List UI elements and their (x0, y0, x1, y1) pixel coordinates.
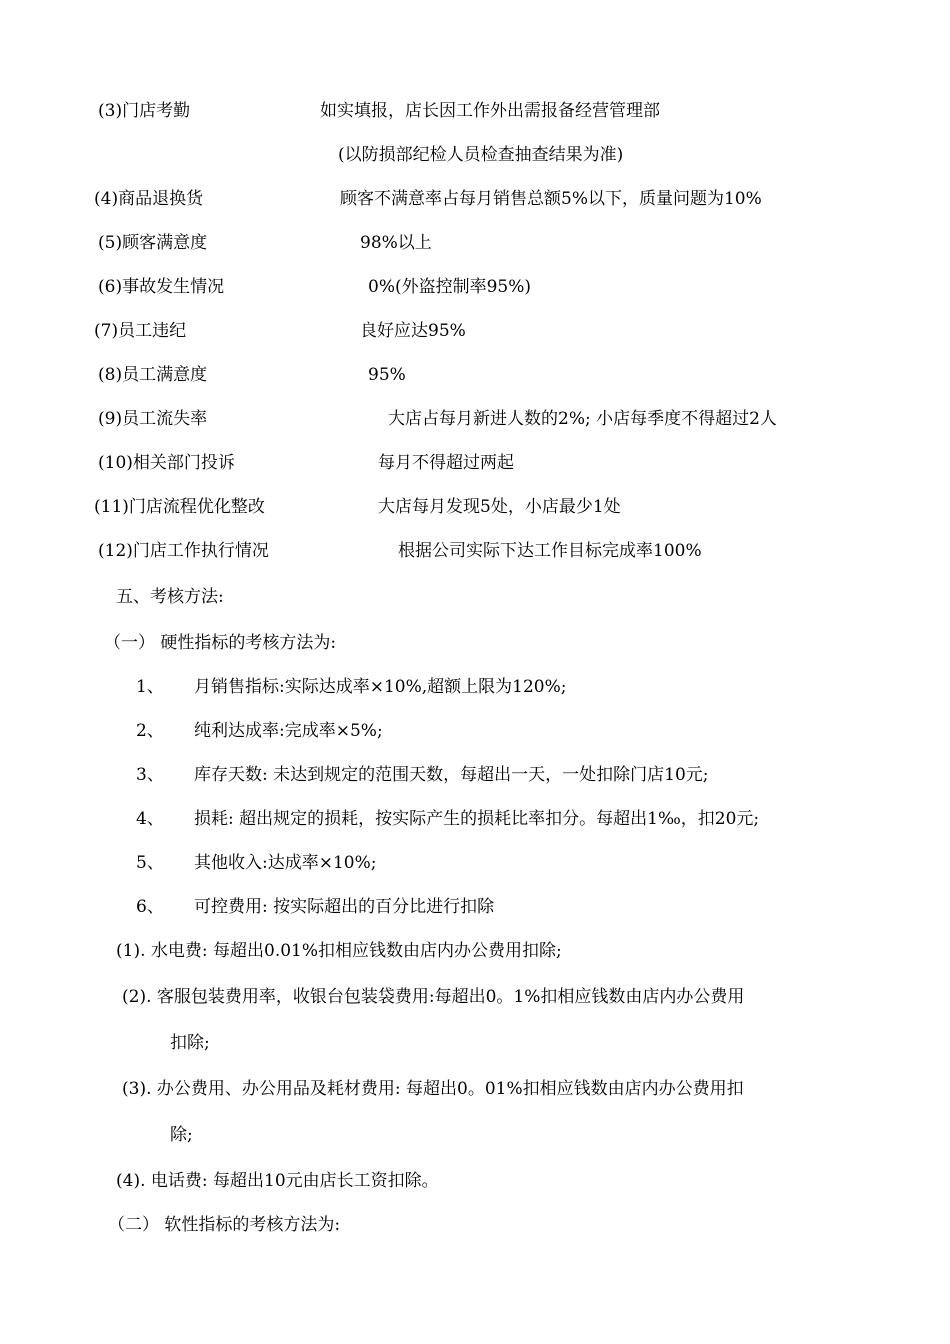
item-number: 1、 (136, 677, 164, 697)
metric-value: 98%以上 (360, 233, 432, 253)
item-number: 4、 (136, 809, 164, 829)
metric-value: 大店占每月新进人数的2%; 小店每季度不得超过2人 (388, 409, 777, 429)
item-number: 2、 (136, 721, 164, 741)
metric-value: (以防损部纪检人员检查抽查结果为准) (338, 145, 624, 165)
cost-sub-item: (1). 水电费: 每超出0.01%扣相应钱数由店内办公费用扣除; (116, 941, 562, 961)
metric-label: (4)商品退换货 (94, 189, 204, 209)
metric-label: (3)门店考勤 (98, 101, 191, 121)
item-number: 5、 (136, 853, 164, 873)
item-text: 纯利达成率:完成率×5%; (194, 721, 383, 741)
metric-label: (12)门店工作执行情况 (98, 541, 269, 561)
subsection-heading: （一） 硬性指标的考核方法为: (104, 633, 337, 653)
metric-label: (8)员工满意度 (98, 365, 208, 385)
item-number: 3、 (136, 765, 164, 785)
metric-label: (5)顾客满意度 (98, 233, 208, 253)
subsection-heading: （二） 软性指标的考核方法为: (108, 1215, 341, 1235)
metric-label: (7)员工违纪 (94, 321, 187, 341)
metric-label: (6)事故发生情况 (98, 277, 225, 297)
item-text: 库存天数: 未达到规定的范围天数，每超出一天，一处扣除门店10元; (194, 765, 709, 785)
metric-label: (10)相关部门投诉 (98, 453, 235, 473)
metric-value: 0%(外盗控制率95%) (368, 277, 532, 297)
metric-label: (11)门店流程优化整改 (94, 497, 265, 517)
item-text: 损耗: 超出规定的损耗，按实际产生的损耗比率扣分。每超出1‰，扣20元; (194, 809, 760, 829)
item-text: 其他收入:达成率×10%; (194, 853, 377, 873)
metric-value: 95% (368, 365, 406, 385)
cost-sub-item: (3). 办公费用、办公用品及耗材费用: 每超出0。01%扣相应钱数由店内办公费用扣 (122, 1079, 744, 1099)
metric-value: 如实填报，店长因工作外出需报备经营管理部 (320, 101, 660, 121)
section-heading: 五、考核方法: (116, 587, 224, 607)
cost-sub-item: (2). 客服包装费用率，收银台包装袋费用:每超出0。1%扣相应钱数由店内办公费用 (122, 987, 745, 1007)
item-number: 6、 (136, 897, 164, 917)
metric-value: 每月不得超过两起 (378, 453, 514, 473)
cost-sub-item: (4). 电话费: 每超出10元由店长工资扣除。 (116, 1171, 439, 1191)
metric-value: 顾客不满意率占每月销售总额5%以下，质量问题为10% (340, 189, 762, 209)
metric-value: 根据公司实际下达工作目标完成率100% (398, 541, 702, 561)
item-text: 可控费用: 按实际超出的百分比进行扣除 (194, 897, 495, 917)
metric-label: (9)员工流失率 (98, 409, 208, 429)
cost-sub-item-continued: 扣除; (170, 1033, 210, 1053)
metric-value: 大店每月发现5处，小店最少1处 (378, 497, 621, 517)
cost-sub-item-continued: 除; (170, 1125, 193, 1145)
item-text: 月销售指标:实际达成率×10%,超额上限为120%; (194, 677, 567, 697)
metric-value: 良好应达95% (360, 321, 466, 341)
